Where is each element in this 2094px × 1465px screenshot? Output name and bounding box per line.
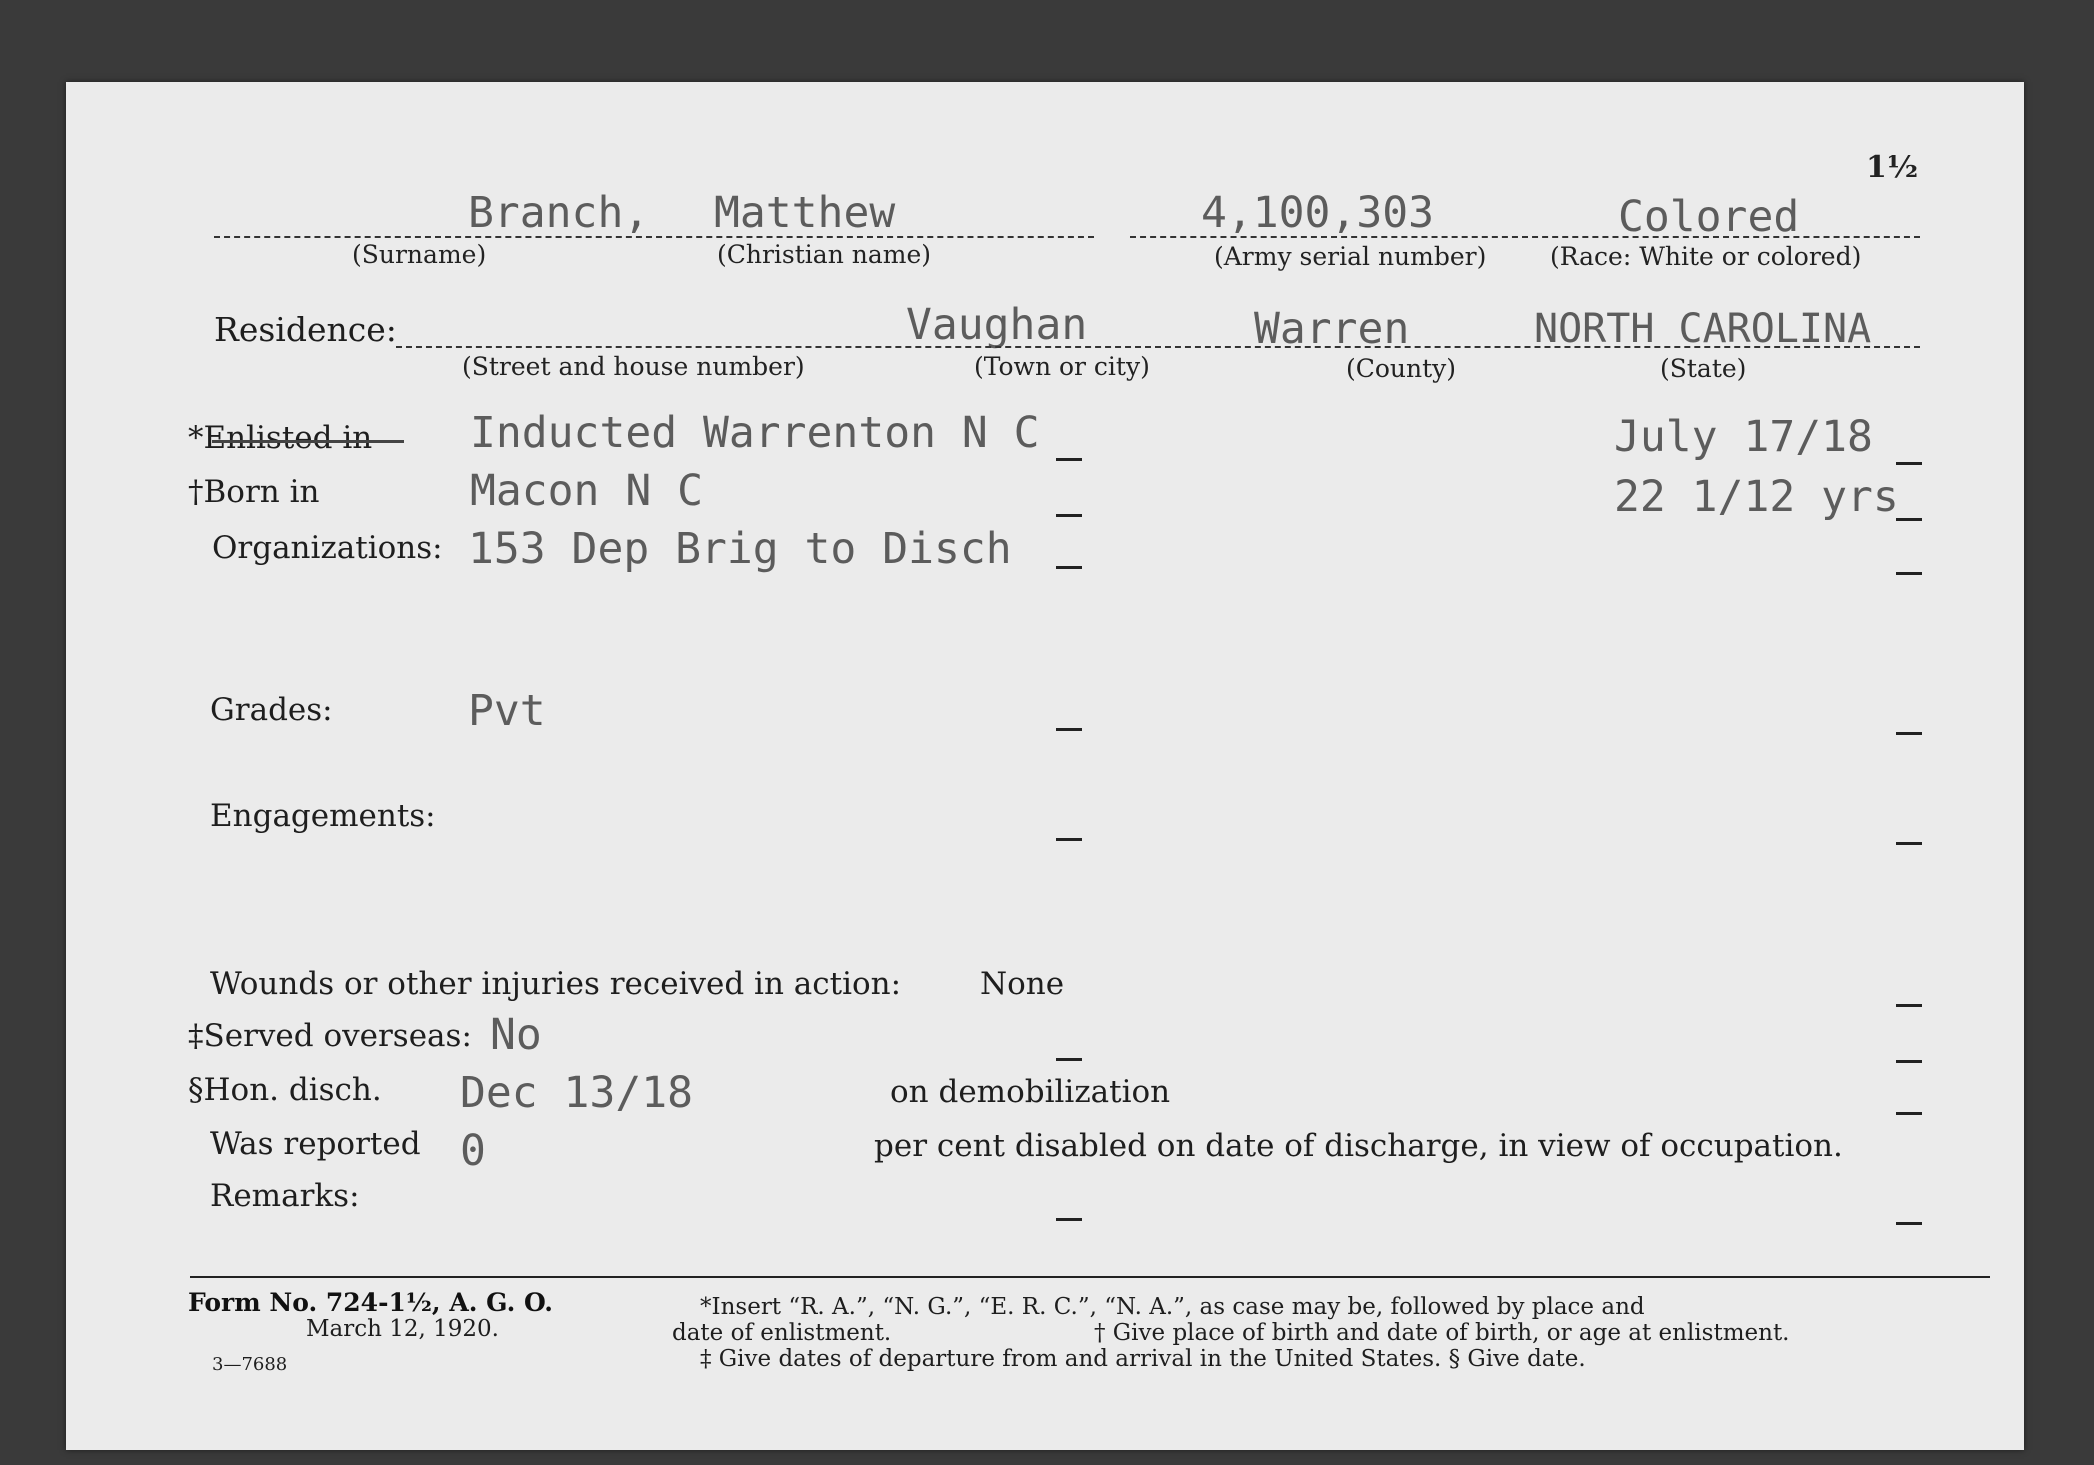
was-reported-label: Was reported	[210, 1126, 421, 1162]
organizations-label: Organizations:	[212, 530, 443, 566]
tick	[1896, 1222, 1922, 1225]
county-label: (County)	[1346, 354, 1457, 383]
enlisted-date: July 17/18	[1614, 412, 1873, 462]
form-date: March 12, 1920.	[306, 1316, 499, 1342]
tick	[1056, 1218, 1082, 1221]
footnote-overseas: ‡ Give dates of departure from and arrival in the United States. § Give date.	[700, 1346, 1586, 1372]
residence-line	[396, 346, 1920, 348]
hon-disch-label: §Hon. disch.	[188, 1072, 382, 1108]
tick	[1896, 462, 1922, 465]
born-label: †Born in	[188, 474, 320, 510]
christian-name-label: (Christian name)	[717, 240, 932, 269]
christian-name-value: Matthew	[714, 188, 896, 238]
age-value: 22 1/12 yrs	[1614, 472, 1899, 522]
tick	[1896, 518, 1922, 521]
serial-number-label: (Army serial number)	[1214, 242, 1487, 271]
tick	[1896, 1112, 1922, 1115]
tick	[1056, 1058, 1082, 1061]
per-cent-label: per cent disabled on date of discharge, in view of occupation.	[874, 1128, 1843, 1164]
service-record-card	[66, 82, 2024, 1450]
print-code: 3—7688	[212, 1354, 288, 1375]
overseas-value: No	[490, 1010, 542, 1060]
footnote-enlistment-date: date of enlistment.	[672, 1320, 892, 1346]
tick	[1896, 732, 1922, 735]
tick	[1056, 566, 1082, 569]
engagements-label: Engagements:	[210, 798, 436, 834]
born-value: Macon N C	[470, 466, 703, 516]
race-label: (Race: White or colored)	[1550, 242, 1862, 271]
race-value: Colored	[1618, 192, 1800, 242]
tick	[1056, 514, 1082, 517]
wounds-label: Wounds or other injuries received in action:	[210, 966, 902, 1002]
grades-value: Pvt	[468, 686, 546, 736]
tick	[1896, 1004, 1922, 1007]
enlisted-value: Inducted Warrenton N C	[470, 408, 1040, 458]
residence-label: Residence:	[214, 310, 397, 349]
name-line	[214, 236, 1094, 238]
surname-value: Branch,	[468, 188, 650, 238]
tick	[1056, 728, 1082, 731]
footnote-insert: *Insert “R. A.”, “N. G.”, “E. R. C.”, “N. A.”, as case may be, followed by place and	[700, 1294, 1645, 1320]
grades-label: Grades:	[210, 692, 333, 728]
state-label: (State)	[1660, 354, 1747, 383]
enlisted-label: *Enlisted in	[188, 420, 373, 456]
hon-disch-date: Dec 13/18	[460, 1068, 693, 1118]
organizations-value: 153 Dep Brig to Disch	[468, 524, 1012, 574]
footer-rule	[190, 1276, 1990, 1278]
tick	[1056, 838, 1082, 841]
hon-disch-reason: on demobilization	[890, 1074, 1171, 1110]
overseas-label: ‡Served overseas:	[188, 1018, 472, 1054]
street-label: (Street and house number)	[462, 352, 805, 381]
state-value: NORTH CAROLINA	[1534, 306, 1872, 352]
tick	[1896, 842, 1922, 845]
town-value: Vaughan	[906, 300, 1088, 350]
tick	[1896, 1060, 1922, 1063]
footnote-birth: † Give place of birth and date of birth, or age at enlistment.	[1094, 1320, 1790, 1346]
per-cent-value: 0	[460, 1126, 486, 1176]
tick	[1056, 458, 1082, 461]
serial-race-line	[1130, 236, 1920, 238]
county-value: Warren	[1254, 304, 1410, 354]
remarks-label: Remarks:	[210, 1178, 360, 1214]
serial-number-value: 4,100,303	[1201, 188, 1434, 238]
tick	[1896, 572, 1922, 575]
wounds-value: None	[980, 966, 1065, 1002]
page-mark: 1½	[1866, 150, 1919, 185]
surname-label: (Surname)	[352, 240, 487, 269]
enlisted-strikethrough	[212, 440, 404, 443]
form-number: Form No. 724-1½, A. G. O.	[188, 1288, 554, 1317]
town-label: (Town or city)	[974, 352, 1150, 381]
